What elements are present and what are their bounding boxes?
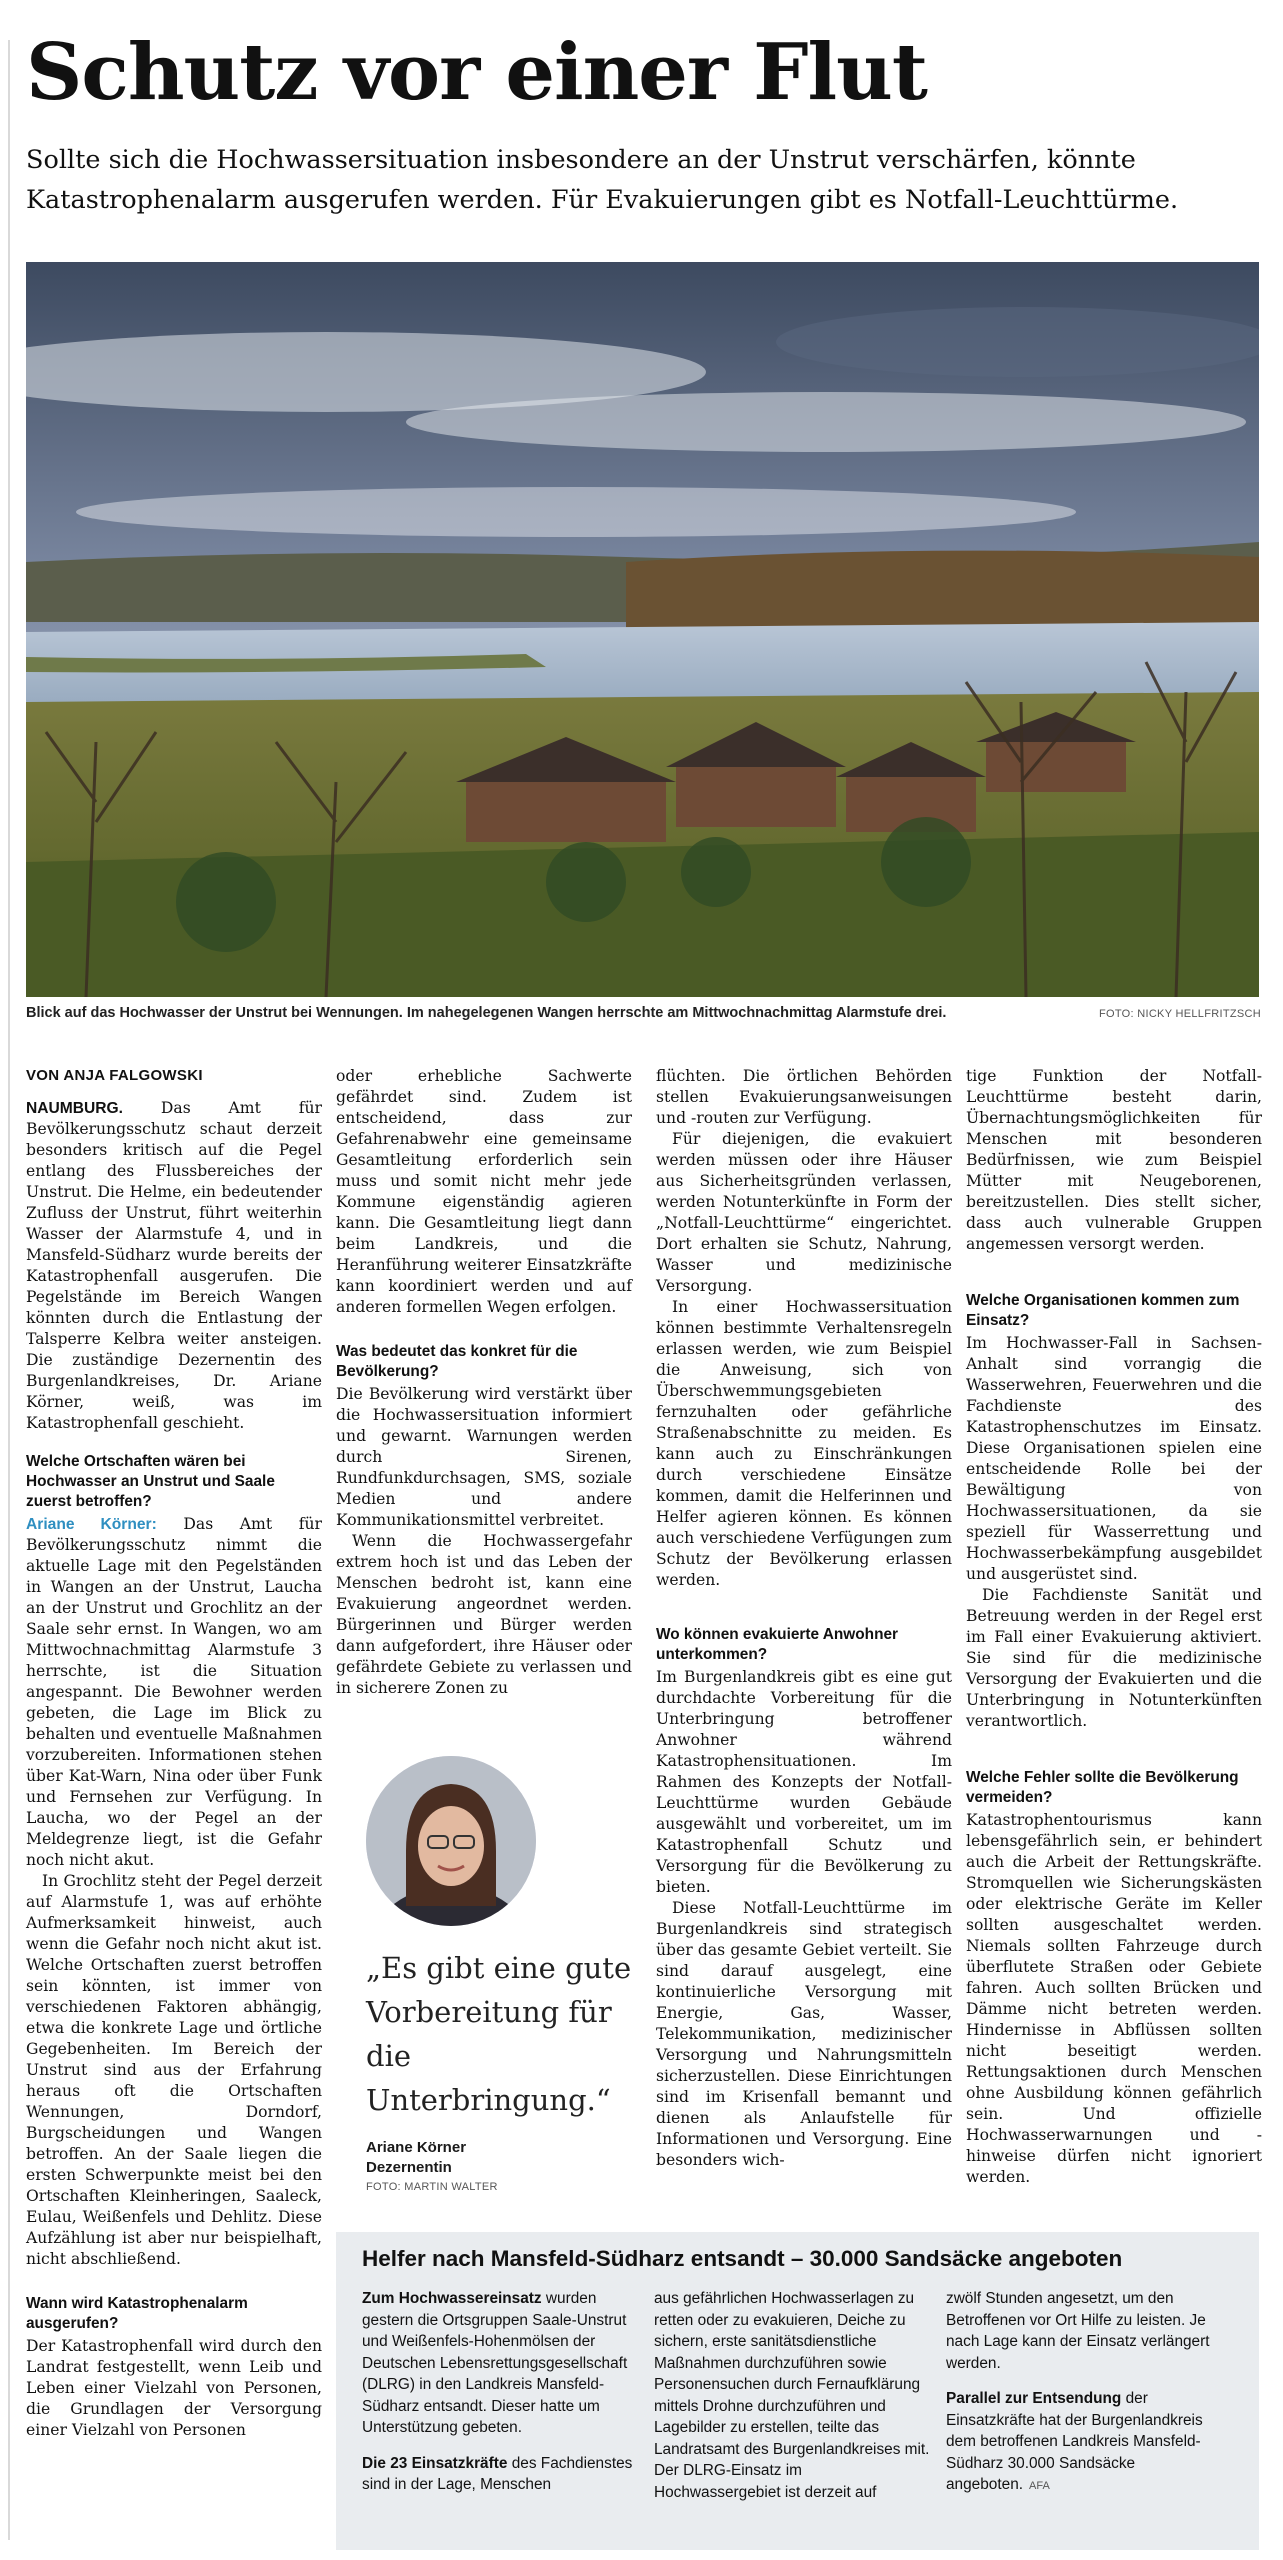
info-box-column-3 bbox=[946, 2288, 1222, 2498]
info-paragraph: zwölf Stunden angesetzt, um den Betroffenen vor Ort Hilfe zu leisten. Je nach Lage kann der Einsatz verlängert werden. bbox=[946, 2290, 1210, 2372]
body-paragraph: Die Bevölkerung wird verstärkt über die Hochwassersituation informiert und gewarnt. Warnungen werden durch Sirenen, Rundfunkdurchsagen, SMS, soziale Medien und andere Kommunikationsmittel verbreitet. bbox=[336, 1385, 632, 1529]
body-paragraph: Im Hochwasser-Fall in Sachsen-Anhalt sind vorrangig die Wasserwehren, Feuerwehren und die Fachdienste des Katastrophenschutzes im Einsatz. Diese Organisationen spielen eine entscheidende Rolle bei der Bewältigung von Hochwassersituationen, da sie speziell für Wasserrettung und Hochwasserbekämpfung ausgebildet und ausgerüstet sind. bbox=[966, 1334, 1262, 1583]
body-paragraph: oder erhebliche Sachwerte gefährdet sind. Zudem ist entscheidend, dass zur Gefahrenabwehr eine gemeinsame Gesamtleitung erforderlich sein muss und somit nicht mehr jede Kommune eigenständig agieren kann. Die Gesamtleitung liegt dann beim Landkreis, und die Heranführung weiterer Einsatzkräfte kann koordiniert werden und auf anderen formellen Wegen erfolgen. bbox=[336, 1067, 632, 1316]
photo-credit: FOTO: NICKY HELLFRITZSCH bbox=[1098, 1008, 1261, 1020]
answer-paragraph bbox=[26, 1514, 322, 1871]
info-text: der Einsatzkräfte hat der Burgenlandkreis dem betroffenen Landkreis Mansfeld-Südharz 30.000 Sandsäcke angeboten. bbox=[946, 2390, 1203, 2493]
intro-text: Das Amt für Bevölkerungsschutz schaut derzeit besonders kritisch auf die Pegel entlang des Flussbereiches der Unstrut. Die Helme, ein bedeutender Zufluss der Unstrut, führt weiterhin Wasser der Alarmstufe 4, und in Mansfeld-Südharz wurde bereits der Katastrophenfall ausgerufen. Die Pegelstände im Bereich Wangen könnten durch die Entlastung der Talsperre Kelbra weiter ansteigen. Die zuständige Dezernentin des Burgenlandkreises, Dr. Ariane Körner, weiß, was im Katastrophenfall geschieht. bbox=[26, 1099, 322, 1432]
body-paragraph: Wenn die Hochwassergefahr extrem hoch ist und das Leben der Menschen bedroht ist, kann eine Evakuierung angeordnet werden. Bürgerinnen und Bürger werden dann aufgefordert, ihre Häuser oder gefährdete Gebiete zu verlassen und in sicherere Zonen zu bbox=[336, 1532, 632, 1697]
info-box-column-2 bbox=[654, 2288, 930, 2503]
info-paragraph bbox=[362, 2288, 638, 2439]
body-paragraph: flüchten. Die örtlichen Behörden stellen Evakuierungsanweisungen und -routen zur Verfügung. bbox=[656, 1067, 952, 1127]
info-box-column-1 bbox=[362, 2288, 638, 2496]
portrait-credit: FOTO: MARTIN WALTER bbox=[366, 2181, 498, 2193]
question-heading: Welche Fehler sollte die Bevölkerung vermeiden? bbox=[966, 1769, 1239, 1806]
intro-paragraph bbox=[26, 1098, 322, 1434]
byline: VON ANJA FALGOWSKI bbox=[26, 1067, 203, 1084]
info-lead-bold: Zum Hochwassereinsatz bbox=[362, 2290, 542, 2307]
page-rule bbox=[8, 40, 10, 2540]
info-paragraph: aus gefährlichen Hochwasserlagen zu retten oder zu evakuieren, Deiche zu sichern, erste sanitätsdienstliche Maßnahmen durchzuführen sowie Personensuchen durch Fernaufklärung mittels Drohne durchzuführen und Lagebilder zu erstellen, teilte das Landratsamt des Burgenlandkreises mit. Der DLRG-Einsatz im Hochwassergebiet ist derzeit auf bbox=[654, 2290, 930, 2501]
body-paragraph: Katastrophentourismus kann lebensgefährlich sein, er behindert auch die Arbeit der Rettungskräfte. Stromquellen wie Sicherungskästen oder elektrische Geräte im Keller sollten ausgeschaltet werden. Niemals sollten Fahrzeuge durch überflutete Straßen oder Gebiete fahren. Auch sollten Brücken und Dämme nicht betreten werden. Hindernisse in Abflüssen sollten nicht beseitigt werden. Rettungsaktionen durch Menschen ohne Ausbildung können gefährlich sein. Und offizielle Hochwasserwarnungen und -hinweise dürfen nicht ignoriert werden. bbox=[966, 1811, 1262, 2186]
question-heading: Welche Organisationen kommen zum Einsatz? bbox=[966, 1292, 1240, 1329]
headline: Schutz vor einer Flut bbox=[26, 27, 927, 118]
info-text: wurden gestern die Ortsgruppen Saale-Unstrut und Weißenfels-Hohenmölsen der Deutschen Lebensrettungsgesellschaft (DLRG) in den Landkreis Mansfeld-Südharz entsandt. Dieser hatte um Unterstützung gebeten. bbox=[362, 2290, 628, 2436]
quote-text: „Es gibt eine gute Vorbereitung für die Unterbringung.“ bbox=[366, 1951, 632, 2117]
question-heading: Wann wird Katastrophenalarm ausgerufen? bbox=[26, 2295, 248, 2332]
question-heading: Was bedeutet das konkret für die Bevölkerung? bbox=[336, 1343, 578, 1380]
speaker-name: Ariane Körner: bbox=[26, 1516, 157, 1533]
article-column-3 bbox=[656, 1066, 952, 2171]
body-paragraph: Für diejenigen, die evakuiert werden müssen oder ihre Häuser aus Sicherheitsgründen verlassen, werden Notunterkünfte in Form der „Notfall-Leuchttürme“ eingerichtet. Dort erhalten sie Schutz, Nahrung, Wasser und medizinische Versorgung. bbox=[656, 1130, 952, 1295]
lead-paragraph: Sollte sich die Hochwassersituation insbesondere an der Unstrut verschärfen, könnte Katastrophenalarm ausgerufen werden. Für Evakuierungen gibt es Notfall-Leuchttürme. bbox=[26, 145, 1179, 215]
dateline: NAUMBURG. bbox=[26, 1100, 124, 1117]
info-lead-bold: Parallel zur Entsendung bbox=[946, 2390, 1122, 2407]
answer-text: Das Amt für Bevölkerungsschutz nimmt die aktuelle Lage mit den Pegelständen in Wangen an der Unstrut, Laucha an der Unstrut und Grochlitz an der Saale sehr ernst. In Wangen, wo am Mittwochnachmittag Alarmstufe 3 herrschte, ist die Situation angespannt. Die Bewohner werden gebeten, die Lage im Blick zu behalten und eventuelle Maßnahmen vorzubereiten. Informationen stehen über Kat-Warn, Nina oder über Funk und Fernsehen zur Verfügung. In Laucha, wo der Pegel an der Meldegrenze liegt, ist die Gefahr noch nicht akut. bbox=[26, 1515, 322, 1869]
portrait-image bbox=[366, 1756, 536, 1926]
info-text: des Fachdienstes sind in der Lage, Menschen bbox=[362, 2454, 633, 2493]
photo-caption: Blick auf das Hochwasser der Unstrut bei Wennungen. Im nahegelegenen Wangen herrschte am Mittwochnachmittag Alarmstufe drei. bbox=[26, 1005, 947, 1021]
body-paragraph: Der Katastrophenfall wird durch den Landrat festgestellt, wenn Leib und Leben einer Vielzahl von Personen, die Grundlagen der Versorgung einer Vielzahl von Personen bbox=[26, 2337, 322, 2439]
info-lead-bold: Die 23 Einsatzkräfte bbox=[362, 2454, 508, 2472]
article-column-2 bbox=[336, 1066, 632, 1699]
portrait-photo bbox=[366, 1756, 536, 1926]
body-paragraph: In einer Hochwassersituation können bestimmte Verhaltensregeln erlassen werden, wie zum Beispiel die Anweisung, sich von Überschwemmungsgebieten fernzuhalten oder gefährliche Straßenabschnitte zu meiden. Es kann auch zu Einschränkungen durch verschiedene Einsätze kommen, damit die Helferinnen und Helfer agieren können. Es können auch verschiedene Verfügungen zum Schutz der Bevölkerung erlassen werden. bbox=[656, 1298, 952, 1589]
body-paragraph: Diese Notfall-Leuchttürme im Burgenlandkreis sind strategisch über das gesamte Gebiet verteilt. Sie sind darauf ausgelegt, eine kontinuierliche Versorgung mit Energie, Gas, Wasser, Telekommunikation, medizinischer Versorgung und Nahrungsmitteln sicherzustellen. Diese Einrichtungen sind im Krisenfall bemannt und dienen als Anlaufstelle für Informationen und Versorgung. Eine besonders wich- bbox=[656, 1899, 952, 2169]
body-paragraph: In Grochlitz steht der Pegel derzeit auf Alarmstufe 1, was auf erhöhte Aufmerksamkeit hinweist, auch wenn die Gefahr noch nicht akut ist. Welche Ortschaften zuerst betroffen sein könnten, ist immer von verschiedenen Faktoren abhängig, etwa die konkrete Lage und örtliche Gegebenheiten. Im Bereich der Unstrut sind aus der Erfahrung heraus oft die Ortschaften Wennungen, Dorndorf, Burgscheidungen und Wangen betroffen. An der Saale liegen die ersten Schwerpunkte meist bei den Ortschaften Kleinheringen, Saaleck, Eulau, Weißenfels und Dehlitz. Diese Aufzählung ist aber nur beispielhaft, nicht abschließend. bbox=[26, 1872, 322, 2268]
body-paragraph: Im Burgenlandkreis gibt es eine gut durchdachte Vorbereitung für die Unterbringung betroffener Anwohner während Katastrophensituationen. Im Rahmen des Konzepts der Notfall-Leuchttürme wurden Gebäude ausgewählt und vorbereitet, um im Katastrophenfall Schutz und Versorgung für die Bevölkerung zu bieten. bbox=[656, 1668, 952, 1896]
quote-author: Ariane Körner bbox=[366, 2139, 467, 2156]
body-paragraph: Die Fachdienste Sanität und Betreuung werden in der Regel erst im Fall einer Evakuierung aktiviert. Sie sind für die medizinische Versorgung der Evakuierten und die Unterbringung in Notunterkünften verantwortlich. bbox=[966, 1586, 1262, 1730]
article-column-4 bbox=[966, 1066, 1262, 2188]
info-paragraph bbox=[946, 2388, 1222, 2498]
question-heading: Welche Ortschaften wären bei Hochwasser an Unstrut und Saale zuerst betroffen? bbox=[26, 1453, 275, 1510]
quote-author-role: Dezernentin bbox=[366, 2159, 452, 2176]
question-heading: Wo können evakuierte Anwohner unterkommen? bbox=[656, 1626, 899, 1663]
flood-photo bbox=[26, 262, 1259, 997]
flood-landscape-image bbox=[26, 262, 1259, 997]
info-paragraph bbox=[362, 2453, 638, 2496]
article-column-1 bbox=[26, 1066, 322, 2441]
info-box-title: Helfer nach Mansfeld-Südharz entsandt – 30.000 Sandsäcke angeboten bbox=[362, 2246, 1123, 2271]
body-paragraph: tige Funktion der Notfall-Leuchttürme besteht darin, Übernachtungsmöglichkeiten für Menschen mit besonderen Bedürfnissen, wie zum Beispiel Mütter mit Neugeborenen, bereitzustellen. Dies stellt sicher, dass auch vulnerable Gruppen angemessen versorgt werden. bbox=[966, 1067, 1262, 1253]
info-box bbox=[336, 2232, 1259, 2550]
author-tag: AFA bbox=[1029, 2480, 1050, 2492]
